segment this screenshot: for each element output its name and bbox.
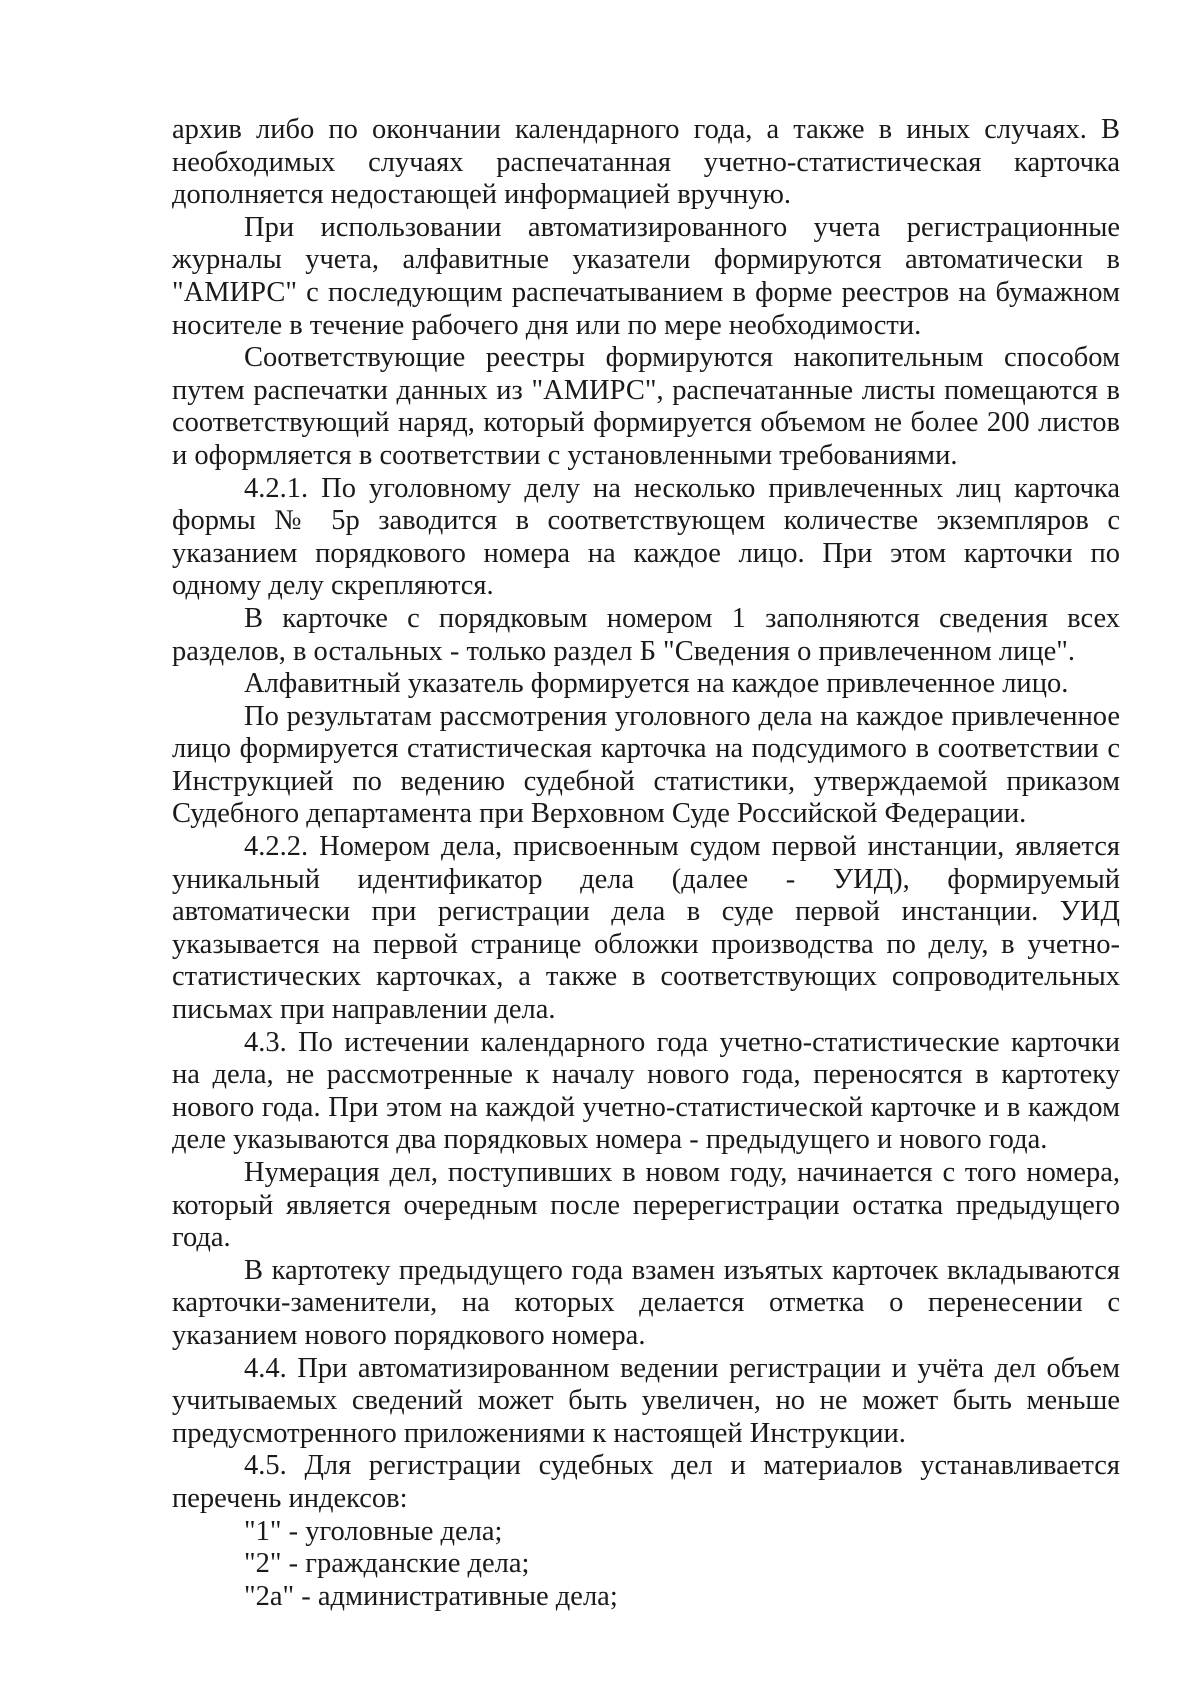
paragraph-automated-accounting: При использовании автоматизированного учета регистрационные журналы учета, алфавитные указатели формируются автоматически в "АМИРС" с последующим распечатыванием в форме реестров на бумажном носителе в течение рабочего дня или по мере необходимости. [172,211,1120,341]
paragraph-4-4: 4.4. При автоматизированном ведении регистрации и учёта дел объем учитываемых сведений может быть увеличен, но не может быть меньше предусмотренного приложениями к настоящей Инструкции. [172,1352,1120,1449]
paragraph-4-3: 4.3. По истечении календарного года учетно-статистические карточки на дела, не рассмотренные к началу нового года, переносятся в картотеку нового года. При этом на каждой учетно-статистической карточке и в каждом деле указываются два порядковых номера - предыдущего и нового года. [172,1026,1120,1156]
index-item-2: "2" - гражданские дела; [244,1548,530,1580]
index-item-1: "1" - уголовные дела; [244,1515,503,1547]
paragraph-replacement-cards: В картотеку предыдущего года взамен изъятых карточек вкладываются карточки-заменители, на которых делается отметка о перенесении с указанием нового порядкового номера. [172,1254,1120,1351]
paragraph-4-2-1: 4.2.1. По уголовному делу на несколько привлеченных лиц карточка формы № 5р заводится в соответствующем количестве экземпляров с указанием порядкового номера на каждое лицо. При этом карточки по одному делу скрепляются. [172,472,1120,602]
paragraph-alphabetic-index: Алфавитный указатель формируется на каждое привлеченное лицо. [244,668,1069,700]
paragraph-numbering: Нумерация дел, поступивших в новом году, начинается с того номера, который является очередным после перерегистрации остатка предыдущего года. [172,1157,1120,1254]
paragraph-registers: Соответствующие реестры формируются накопительным способом путем распечатки данных из "АМИРС", распечатанные листы помещаются в соответствующий наряд, который формируется объемом не более 200 листов и оформляется в соответствии с установленными требованиями. [172,342,1120,471]
paragraph-statistical-card: По результатам рассмотрения уголовного дела на каждое привлеченное лицо формируется статистическая карточка на подсудимого в соответствии с Инструкцией по ведению судебной статистики, утверждаемой приказом Судебного департамента при Верховном Суде Российской Федерации. [172,700,1120,830]
paragraph-4-5: 4.5. Для регистрации судебных дел и материалов устанавливается перечень индексов: [172,1450,1120,1514]
paragraph-card-number-one: В карточке с порядковым номером 1 заполняются сведения всех разделов, в остальных - только раздел Б "Сведения о привлеченном лице". [172,602,1120,667]
index-item-2a: "2а" - административные дела; [244,1580,618,1612]
paragraph-4-2-2: 4.2.2. Номером дела, присвоенным судом первой инстанции, является уникальный идентификатор дела (далее - УИД), формируемый автоматически при регистрации дела в суде первой инстанции. УИД указывается на первой странице обложки производства по делу, в учетно-статистических карточках, а также в соответствующих сопроводительных письмах при направлении дела. [172,831,1120,1026]
paragraph-archive-continuation: архив либо по окончании календарного года, а также в иных случаях. В необходимых случаях распечатанная учетно-статистическая карточка дополняется недостающей информацией вручную. [172,114,1120,211]
document-page [172,114,1120,1613]
